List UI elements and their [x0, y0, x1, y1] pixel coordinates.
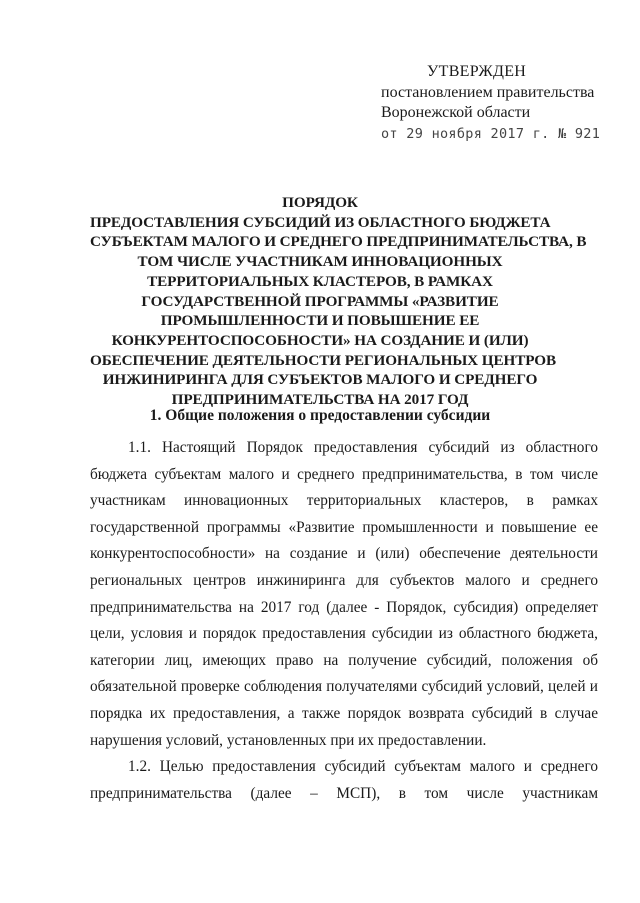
- title-line: ТЕРРИТОРИАЛЬНЫХ КЛАСТЕРОВ, В РАМКАХ: [147, 272, 493, 290]
- title-line: ПРОМЫШЛЕННОСТИ И ПОВЫШЕНИЕ ЕЕ: [160, 312, 480, 330]
- document-title: [90, 193, 587, 410]
- paragraph-line: нарушения условий, установленных при их предоставлении.: [90, 731, 487, 749]
- paragraph-line: 1.2. Целью предоставления субсидий субъектам малого и среднего: [128, 758, 598, 776]
- title-line: ПОРЯДОК: [282, 194, 358, 211]
- paragraph-line: региональных центров инжиниринга для субъектов малого и среднего: [90, 571, 598, 589]
- section-heading: 1. Общие положения о предоставлении субсидии: [149, 407, 491, 424]
- section-body: [90, 435, 598, 807]
- title-line: ИНЖИНИРИНГА ДЛЯ СУБЪЕКТОВ МАЛОГО И СРЕДНЕГО: [102, 371, 538, 389]
- title-line: ОБЕСПЕЧЕНИЕ ДЕЯТЕЛЬНОСТИ РЕГИОНАЛЬНЫХ ЦЕНТРОВ: [90, 351, 557, 369]
- title-line: ПРЕДПРИНИМАТЕЛЬСТВА НА 2017 ГОД: [171, 391, 469, 409]
- approval-line-1: постановлением правительства: [381, 83, 595, 101]
- approval-block: [381, 62, 621, 144]
- paragraph-line: участникам инновационных территориальных кластеров, в рамках: [90, 492, 598, 510]
- approval-title: УТВЕРЖДЕН: [427, 63, 527, 80]
- paragraph-line: порядка их предоставления, а также порядок возврата субсидий в случае: [90, 704, 598, 722]
- title-line: ПРЕДОСТАВЛЕНИЯ СУБСИДИЙ ИЗ ОБЛАСТНОГО БЮДЖЕТА: [90, 213, 551, 231]
- paragraph-line: категории лиц, имеющих право на получение субсидий, положения об: [90, 651, 598, 669]
- title-line: СУБЪЕКТАМ МАЛОГО И СРЕДНЕГО ПРЕДПРИНИМАТЕЛЬСТВА, В: [90, 233, 587, 251]
- approval-line-2: Воронежской области: [381, 104, 531, 121]
- title-line: ТОМ ЧИСЛЕ УЧАСТНИКАМ ИННОВАЦИОННЫХ: [137, 253, 503, 271]
- paragraph-line: предпринимательства на 2017 год (далее - Порядок, субсидия) определяет: [90, 598, 598, 616]
- approval-date-stamp: от 29 ноября 2017 г. № 921: [381, 125, 601, 142]
- title-line: КОНКУРЕНТОСПОСОБНОСТИ» НА СОЗДАНИЕ И (ИЛИ): [111, 331, 529, 349]
- paragraph-line: 1.1. Настоящий Порядок предоставления субсидий из областного: [128, 439, 598, 456]
- paragraph-line: государственной программы «Развитие промышленности и повышение ее: [90, 518, 598, 536]
- paragraph-line: предпринимательства (далее – МСП), в том числе участникам: [90, 784, 598, 802]
- paragraph-line: конкурентоспособности» на создание и (или) обеспечение деятельности: [90, 545, 598, 563]
- title-line: ГОСУДАРСТВЕННОЙ ПРОГРАММЫ «РАЗВИТИЕ: [141, 292, 499, 310]
- paragraph-line: цели, условия и порядок предоставления субсидии из областного бюджета,: [90, 625, 598, 643]
- paragraph-line: бюджета субъектам малого и среднего предпринимательства, в том числе: [90, 465, 598, 483]
- paragraph-line: обязательной проверке соблюдения получателями субсидий условий, целей и: [90, 678, 598, 696]
